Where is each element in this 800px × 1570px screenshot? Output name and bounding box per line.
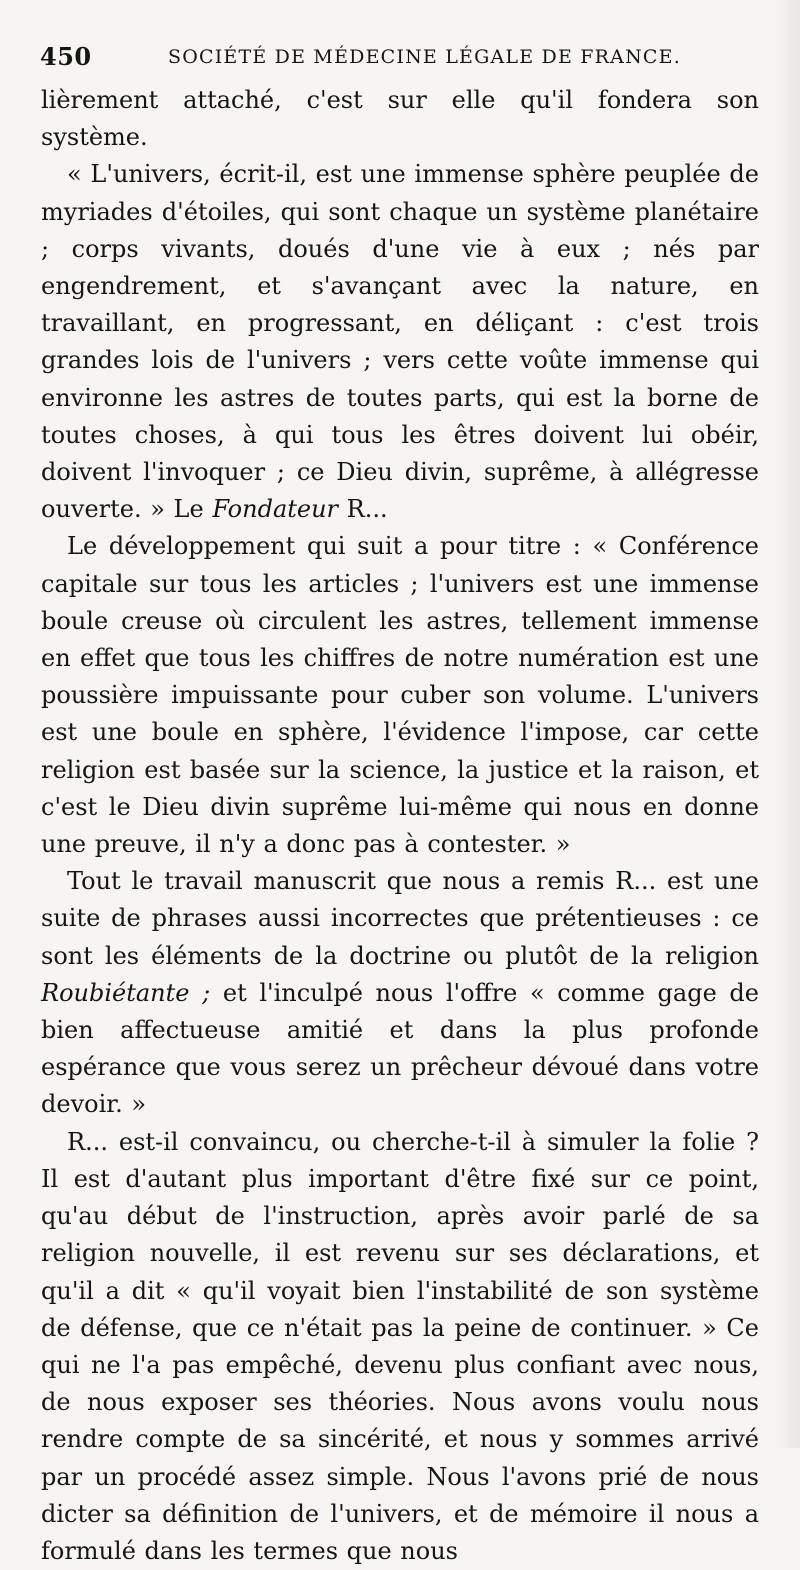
page-number: 450 bbox=[40, 42, 92, 71]
paragraph-text: « L'univers, écrit-il, est une immense sphère peuplée de myriades d'étoiles, qui sont chaque un système planétaire ; corps vivants, doués d'une vie à eux ; nés par engendrement, et s'avançant avec la nature, en travaillant, en progressant, en déliçant : c'est trois grandes lois de l'univers ; vers cette voûte immense qui environne les astres de toutes parts, qui est la borne de toutes choses, à qui tous les êtres doivent lui obéir, doivent l'invoquer ; ce Dieu divin, suprême, à allégresse ouverte. » Le bbox=[41, 160, 759, 524]
italic-term-fondateur: Fondateur bbox=[212, 495, 339, 524]
paragraph-text: R... bbox=[338, 495, 388, 524]
paragraph-text: et l'inculpé nous l'offre « comme gage de bien affectueuse amitié et dans la plus profonde espérance que vous serez un prêcheur dévoué dans votre devoir. » bbox=[41, 978, 759, 1119]
paragraph-text: Tout le travail manuscrit que nous a remis R... est une suite de phrases aussi incorrectes que prétentieuses : ce sont les éléments de la doctrine ou plutôt de la religion bbox=[41, 867, 759, 970]
paragraph-text: R... est-il convaincu, ou cherche-t-il à simuler la folie ? Il est d'autant plus important d'être fixé sur ce point, qu'au début de l'instruction, après avoir parlé de sa religion nouvelle, il est revenu sur ses déclarations, et qu'il a dit « qu'il voyait bien l'instabilité de son système de défense, que ce n'était pas la peine de continuer. » Ce qui ne l'a pas empêché, devenu plus confiant avec nous, de nous exposer ses théories. Nous avons voulu nous rendre compte de sa sincérité, et nous y sommes arrivé par un procédé assez simple. Nous l'avons prié de nous dicter sa définition de l'univers, et de mémoire il nous a formulé dans les termes que nous bbox=[41, 1127, 759, 1565]
paragraph-text: Le développement qui suit a pour titre : « Conférence capitale sur tous les articles ; l'univers est une immense boule creuse où circulent les astres, tellement immense en effet que tous les chiffres de notre numération est une poussière impuissante pour cuber son volume. L'univers est une boule en sphère, l'évidence l'impose, car cette religion est basée sur la science, la justice et la raison, et c'est le Dieu divin suprême lui-même qui nous en donne une preuve, il n'y a donc pas à contester. » bbox=[41, 532, 759, 859]
italic-term-roubietante: Roubiétante ; bbox=[41, 978, 211, 1007]
paragraph-4 bbox=[41, 863, 759, 1123]
page-header bbox=[40, 38, 760, 74]
body-text bbox=[41, 82, 759, 1570]
paragraph-5 bbox=[41, 1124, 759, 1570]
paragraph-1 bbox=[41, 82, 759, 156]
paragraph-text: lièrement attaché, c'est sur elle qu'il fondera son système. bbox=[41, 86, 759, 152]
paragraph-2-quote bbox=[41, 156, 759, 528]
paragraph-3 bbox=[41, 528, 759, 863]
page-edge-shadow bbox=[774, 0, 800, 1448]
running-title: SOCIÉTÉ DE MÉDECINE LÉGALE DE FRANCE. bbox=[168, 46, 681, 68]
